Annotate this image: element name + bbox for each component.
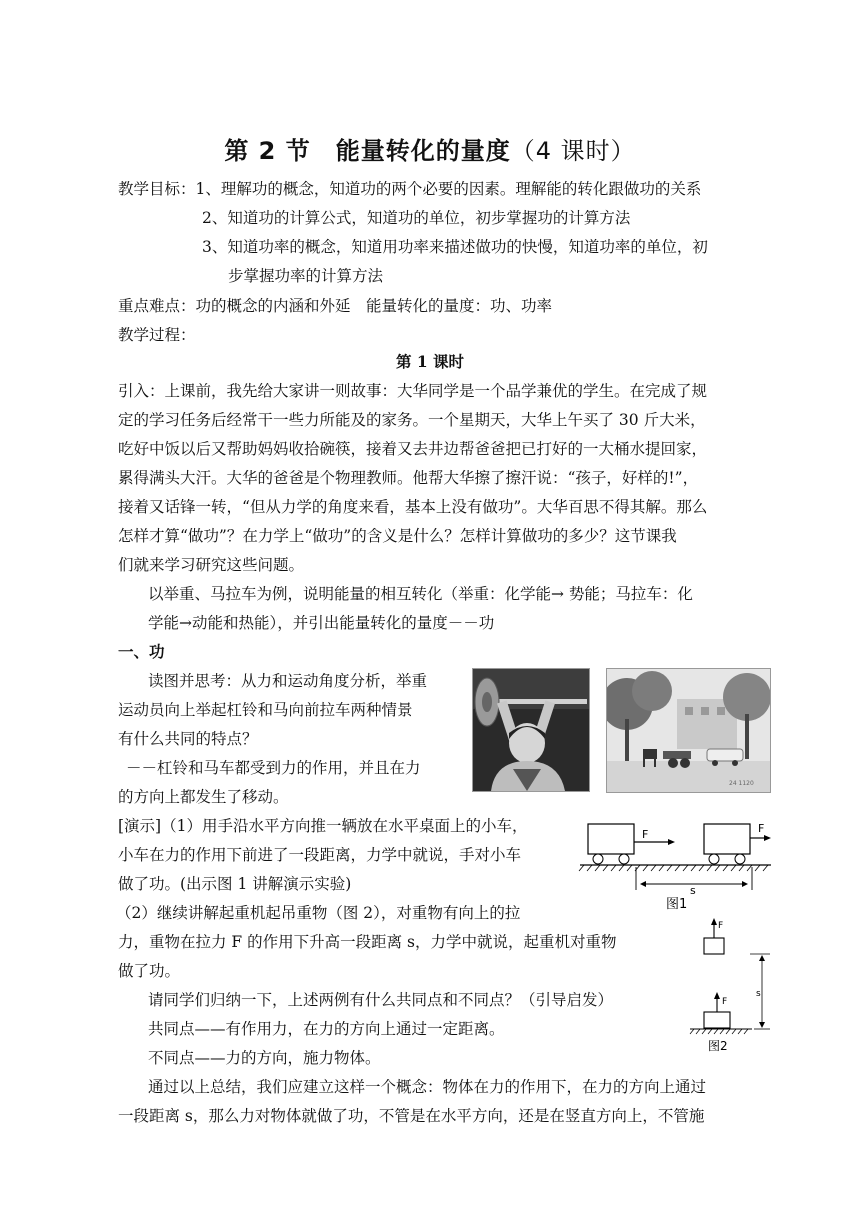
- distance-label: s: [690, 884, 696, 897]
- think-line: 有什么共同的特点？: [118, 730, 258, 748]
- force-label: F: [642, 828, 649, 841]
- figure-1: [578, 812, 773, 912]
- teaching-process: 教学过程：: [118, 326, 196, 344]
- title-main: 第 2 节 能量转化的量度: [224, 137, 511, 165]
- objective-3a: 3、知道功率的概念，知道用功率来描述做功的快慢，知道功率的单位，初: [202, 238, 708, 256]
- intro-line: 引入：上课前，我先给大家讲一则故事：大华同学是一个品学兼优的学生。在完成了规: [118, 382, 708, 400]
- demo-line: [演示]（1）用手沿水平方向推一辆放在水平桌面上的小车，: [118, 817, 528, 835]
- title-sub: （4 课时）: [510, 137, 636, 165]
- think-line: －－杠铃和马车都受到力的作用，并且在力: [126, 759, 421, 777]
- intro-line: 吃好中饭以后又帮助妈妈收拾碗筷，接着又去井边帮爸爸把已打好的一大桶水提回家，: [118, 440, 708, 458]
- summary-line: 不同点——力的方向，施力物体。: [148, 1049, 381, 1067]
- objective-3b: 步掌握功率的计算方法: [228, 267, 384, 285]
- lesson-heading: 第 1 课时: [395, 352, 465, 371]
- summary-line: 通过以上总结，我们应建立这样一个概念：物体在力的作用下，在力的方向上通过: [148, 1078, 707, 1096]
- figure-1-caption: 图1: [666, 897, 688, 912]
- think-line: 运动员向上举起杠铃和马向前拉车两种情景: [118, 701, 413, 719]
- demo-line: 小车在力的作用下前进了一段距离，力学中就说，手对小车: [118, 846, 522, 864]
- force-label: F: [718, 921, 724, 931]
- photo-date-stamp: 24 1120: [729, 780, 754, 787]
- objectives-label: 教学目标：: [118, 180, 196, 198]
- section-heading: 一、功: [118, 642, 165, 661]
- distance-label: s: [756, 989, 761, 999]
- example-line: 学能→动能和热能），并引出能量转化的量度－－功: [148, 614, 495, 632]
- intro-line: 怎样才算“做功”？在力学上“做功”的含义是什么？怎样计算做功的多少？这节课我: [118, 527, 677, 545]
- force-label: F: [722, 997, 728, 1007]
- summary-line: 请同学们归纳一下，上述两例有什么共同点和不同点？（引导启发）: [148, 991, 614, 1009]
- figure-2: [688, 912, 783, 1057]
- demo-line: 力，重物在拉力 F 的作用下升高一段距离 s，力学中就说，起重机对重物: [118, 933, 617, 951]
- page-title: [0, 131, 860, 166]
- horse-cart-photo: [606, 668, 771, 793]
- demo-line: 做了功。(出示图 1 讲解演示实验): [118, 875, 352, 893]
- intro-line: 定的学习任务后经常干一些力所能及的家务。一个星期天，大华上午买了 30 斤大米，: [118, 411, 706, 429]
- key-points: 重点难点：功的概念的内涵和外延 能量转化的量度：功、功率: [118, 297, 553, 315]
- force-label: F: [758, 822, 765, 835]
- example-line: 以举重、马拉车为例，说明能量的相互转化（举重：化学能→ 势能；马拉车：化: [148, 585, 693, 603]
- objective-2: 2、知道功的计算公式，知道功的单位，初步掌握功的计算方法: [202, 209, 631, 227]
- figure-2-caption: 图2: [708, 1039, 728, 1053]
- objective-1: 1、理解功的概念，知道功的两个必要的因素。理解能的转化跟做功的关系: [195, 180, 702, 198]
- demo-line: 做了功。: [118, 962, 181, 980]
- intro-line: 接着又话锋一转，“但从力学的角度来看，基本上没有做功”。大华百思不得其解。那么: [118, 498, 708, 516]
- summary-line: 一段距离 s，那么力对物体就做了功，不管是在水平方向，还是在竖直方向上，不管施: [118, 1107, 705, 1125]
- intro-line: 们就来学习研究这些问题。: [118, 556, 305, 574]
- intro-line: 累得满头大汗。大华的爸爸是个物理教师。他帮大华擦了擦汗说：“孩子，好样的!”，: [118, 469, 699, 487]
- summary-line: 共同点——有作用力，在力的方向上通过一定距离。: [148, 1020, 505, 1038]
- weightlifter-photo: [472, 668, 590, 792]
- objectives-line-1: [118, 178, 701, 200]
- think-line: 读图并思考：从力和运动角度分析，举重: [148, 672, 428, 690]
- demo-line: （2）继续讲解起重机起吊重物（图 2），对重物有向上的拉: [116, 904, 521, 922]
- think-line: 的方向上都发生了移动。: [118, 788, 289, 806]
